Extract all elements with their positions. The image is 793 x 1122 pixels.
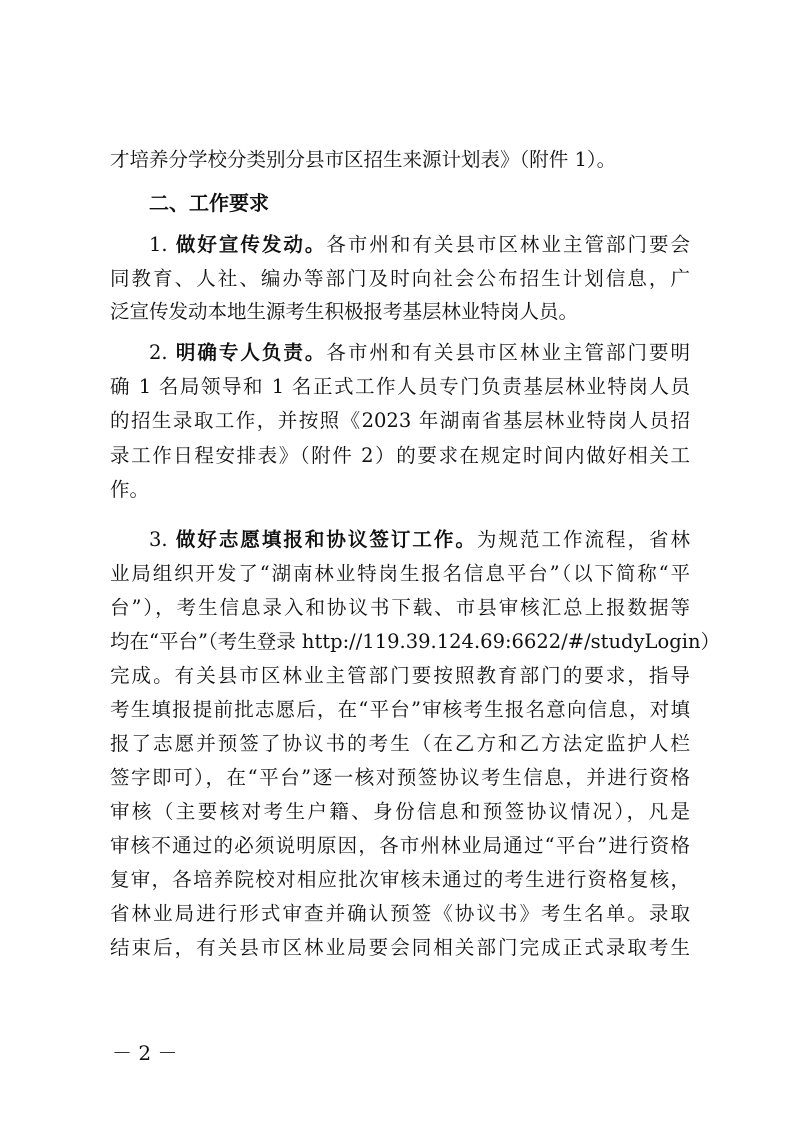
item-text: 各市州和有关县市区林业主管部门要会 (326, 233, 690, 256)
paragraph-line: 泛宣传发动本地生源考生积极报考基层林业特岗人员。 (110, 300, 579, 323)
paragraph-line: 报了志愿并预签了协议书的考生（在乙方和乙方法定监护人栏 (110, 732, 690, 755)
paragraph-line: 确 1 名局领导和 1 名正式工作人员专门负责基层林业特岗人员 (110, 375, 690, 398)
paragraph-line (149, 340, 690, 366)
paragraph-line: 台”），考生信息录入和协议书下载、市县审核汇总上报数据等 (110, 596, 690, 619)
paragraph-line: 的招生录取工作，并按照《2023 年湖南省基层林业特岗人员招 (110, 409, 690, 432)
paragraph-line: 复审，各培养院校对相应批次审核未通过的考生进行资格复核， (110, 868, 690, 891)
section-heading: 二、工作要求 (149, 191, 269, 215)
item-title: 做好志愿填报和协议签订工作。 (175, 528, 477, 551)
paragraph-line: 审核不通过的必须说明原因，各市州林业局通过“平台”进行资格 (110, 834, 690, 857)
paragraph-line (149, 527, 690, 553)
paragraph-line (149, 232, 690, 258)
page-number: － 2 － (112, 1041, 178, 1065)
paragraph-line: 完成。有关县市区林业主管部门要按照教育部门的要求，指导 (110, 664, 690, 687)
paragraph-line: 审核（主要核对考生户籍、身份信息和预签协议情况），凡是 (110, 800, 690, 823)
item-text: 为规范工作流程，省林 (476, 528, 690, 551)
paragraph-line: 才培养分学校分类别分县市区招生来源计划表》（附件 1）。 (110, 148, 617, 171)
paragraph-line: 同教育、人社、编办等部门及时向社会公布招生计划信息，广 (110, 267, 690, 290)
paragraph-line: 结束后，有关县市区林业局要会同相关部门完成正式录取考生 (110, 936, 690, 959)
item-number: 2. (149, 341, 168, 364)
item-title: 明确专人负责。 (175, 341, 327, 364)
item-number: 3. (149, 528, 168, 551)
paragraph-line: 签字即可），在“平台”逐一核对预签协议考生信息，并进行资格 (110, 766, 690, 789)
item-title: 做好宣传发动。 (175, 233, 327, 256)
paragraph-line: 录工作日程安排表》（附件 2）的要求在规定时间内做好相关工 (110, 444, 690, 467)
paragraph-line: 业局组织开发了“湖南林业特岗生报名信息平台”（以下简称“平 (110, 562, 690, 585)
paragraph-line: 考生填报提前批志愿后，在“平台”审核考生报名意向信息，对填 (110, 698, 690, 721)
item-text: 各市州和有关县市区林业主管部门要明 (326, 341, 690, 364)
item-number: 1. (149, 233, 168, 256)
paragraph-line: 均在“平台”（考生登录 http://119.39.124.69:6622/#/studyLogin） (110, 630, 721, 653)
paragraph-line: 作。 (110, 478, 150, 501)
paragraph-line: 省林业局进行形式审查并确认预签《协议书》考生名单。录取 (110, 902, 690, 925)
